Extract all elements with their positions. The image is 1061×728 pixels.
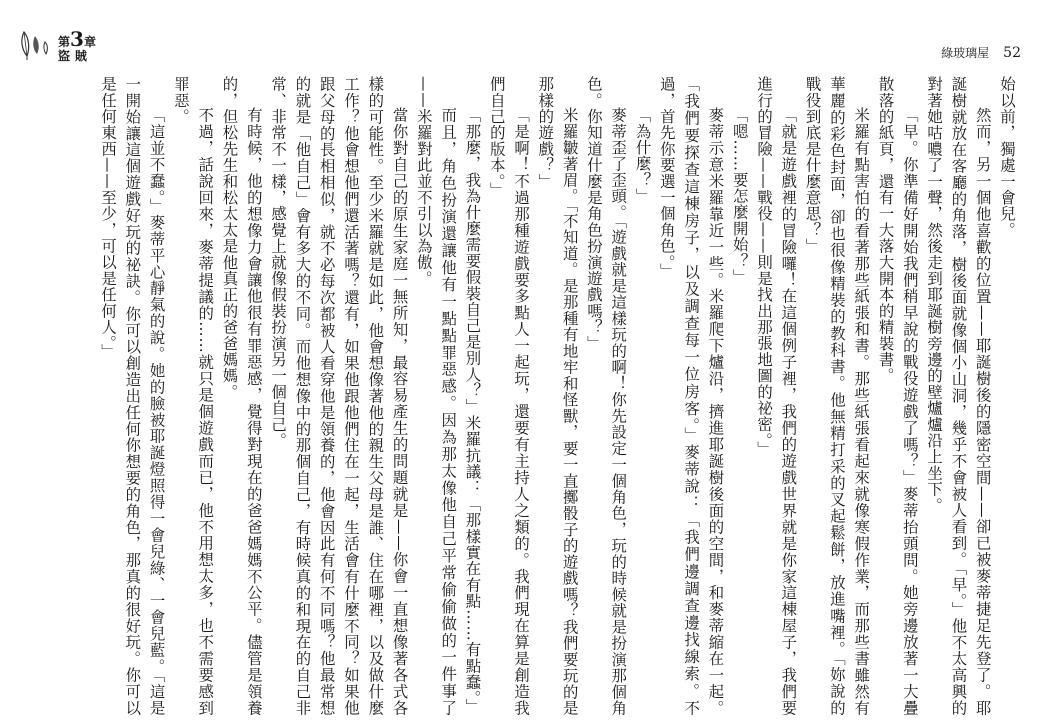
- paragraph: 米羅有點害怕的看著那些紙張和書。那些紙張看起來就像寒假作業，而那些書雖然有華麗的彩色封面，卻也很像精裝的教科書。他無精打采的叉起鬆餅，放進嘴裡。「妳說的戰役到底是什麼意思？」: [803, 76, 871, 716]
- paragraph: 有時候，他的想像力會讓他很有罪惡感，覺得對現在的爸爸媽媽不公平。儘管是領養的，但松先生和松太太是他真正的爸爸媽媽。: [220, 76, 263, 716]
- leaf-ornament-icon: [18, 28, 54, 62]
- paragraph: 而且，角色扮演還讓他有一點點罪惡感。因為那太像他自己平常偷偷做的一件事了——米羅對此並不引以為傲。: [414, 76, 458, 716]
- page-number: 52: [1003, 45, 1021, 61]
- paragraph: 當你對自己的原生家庭一無所知，最容易產生的問題就是——你會一直想像著各式各樣的可能性。至少米羅就是如此，他會想像著他的親生父母是誰、住在哪裡，以及做什麼工作？他會想他們還活著嗎？還有，如果他跟他們住在一起，生活會有什麼不同？如果他跟父母的長相相似，就不必每次都被人看穿他是領養的，他會因此有何不同嗎？他最常想的就是「他自己」會有多大的不同。而他想像中的那個自己，有時候真的和現在的自己非常、非常不一樣，感覺上就像假裝扮演另一個自己。: [269, 76, 409, 716]
- paragraph: 「早。你準備好開始我們稍早說的戰役遊戲了嗎？」麥蒂抬頭問。她旁邊放著一大疊散落的紙頁，還有一大落大開本的精裝書。: [876, 76, 919, 716]
- chapter-header: [18, 28, 96, 63]
- vertical-text-body: [35, 76, 1019, 716]
- paragraph: 始以前，獨處一會兒。: [998, 76, 1016, 238]
- paragraph: 「就是遊戲裡的冒險囉！在這個例子裡，我們的遊戲世界就是你家這棟屋子，我們要進行的冒險——戰役——則是找出那張地圖的祕密。」: [755, 76, 798, 716]
- paragraph: 麥蒂歪了歪頭。「遊戲就是這樣玩的啊！你先設定一個角色，玩的時候就是扮演那個角色。你知道什麼是角色扮演遊戲嗎？」: [584, 76, 628, 716]
- paragraph: 「為什麼？」: [633, 106, 652, 204]
- paragraph: 「那麼，我為什麼需要假裝自己是別人？」米羅抗議：「那樣實在有點……有點蠢。」: [463, 106, 482, 715]
- paragraph: 「嗯……要怎麼開始？」: [730, 106, 749, 285]
- chapter-number: 第3章: [58, 27, 96, 51]
- paragraph: 不過，話說回來，麥蒂提議的……就只是個遊戲而已，他不用想太多，也不需要感到罪惡。: [171, 76, 215, 716]
- paragraph: 麥蒂示意米羅靠近一些。米羅爬下爐沿，擠進耶誕樹後面的空間，和麥蒂縮在一起。「我們要探查這棟房子，以及調查每一位房客。」麥蒂說：「我們邊調查邊找線索。不過，首先你要選一個角色。」: [657, 76, 725, 716]
- paragraph: 米羅皺著眉。「不知道。是那種有地牢和怪獸，要一直擲骰子的遊戲嗎？我們要玩的是那樣的遊戲？」: [536, 76, 579, 716]
- chapter-label: [58, 28, 96, 63]
- paragraph: 「是啊！不過那種遊戲要多點人一起玩，還要有主持人之類的。我們現在算是創造我們自己的版本。」: [487, 76, 531, 716]
- book-title: 綠玻璃屋: [941, 46, 990, 60]
- chapter-title: 盜賊: [58, 49, 93, 63]
- paragraph: 「這並不蠢。」麥蒂平心靜氣的說。她的臉被耶誕燈照得一會兒綠、一會兒藍。「這是一開始讓這個遊戲好玩的祕訣。你可以創造出任何你想要的角色，那真的很好玩。你可以是任何東西——至少，可以是任何人。」: [99, 76, 166, 716]
- running-header: [941, 44, 1021, 61]
- paragraph: 然而，另一個他喜歡的位置——耶誕樹後的隱密空間——卻已被麥蒂捷足先登了。耶誕樹就放在客廳的角落，樹後面就像個小山洞，幾乎不會被人看到。「早。」他不太高興的對著她咕噥了一聲，然後走到耶誕樹旁邊的壁爐爐沿上坐下。: [925, 76, 992, 716]
